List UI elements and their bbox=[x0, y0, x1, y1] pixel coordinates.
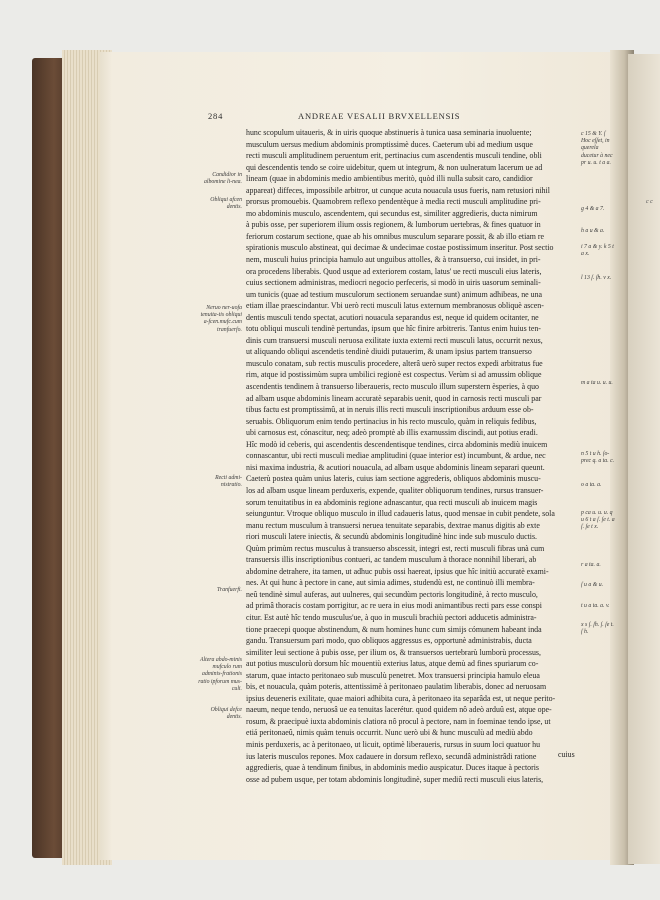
text-line: um tunicis (quae ad testium musculorum sectionem seruandae sunt) animum adhibeas, ne una bbox=[246, 289, 543, 299]
text-line: appareat) diffeces, impossibile arbitror, ut cunque acuta nouacula usus fueris, nam retusiori nihil bbox=[246, 185, 550, 195]
text-line: starum, quae intacto peritonaeo sub musculù penetret. Mox transuersi principia hamulo eleua bbox=[246, 670, 540, 680]
text-line: rosum, & praecipuè iuxta abdominis clatiora nô procul à pectore, nam in foeminae tendo ipse, ut bbox=[246, 716, 551, 726]
left-margin-note: Tranfuerfi. bbox=[217, 587, 242, 593]
right-margin-note: n 5 t u h. ſo-prec q. a ta. c. bbox=[581, 451, 615, 465]
text-line: seiunguntur. Vtroque obliquo musculo in illud cadaueris latus, quod mensae in cubit pendete, sola bbox=[246, 509, 555, 519]
page-number: 284 bbox=[208, 111, 224, 121]
text-line: ubi carnosus est, cónascitur, neq; adeò promptè ab illis exarnussim discindi, aut potius eradi. bbox=[246, 428, 538, 438]
text-line: transuersis illis inscriptionibus contueri, ac tandem musculum à thorace nonnihil liberari, ab bbox=[246, 555, 537, 565]
catchword: cuius bbox=[558, 750, 575, 759]
text-line: bis, et nouacula, quàm poteris, attentissimè à peritonaeo paulatim liberabis, donec ad neruosam bbox=[246, 682, 547, 692]
text-line: totu obliqui musculi tendinè pertundas, ipsum que hîc finire arbitreris. Tantus enim huius ten- bbox=[246, 324, 541, 334]
text-line: ius lateris musculos repones. Mox cadauere in dorsum reflexo, secundâ administrâdi ratione bbox=[246, 751, 537, 761]
left-margin-note: Recti admi-nistratio. bbox=[215, 475, 242, 489]
right-margin-note: p ca u. u. u. q u 6 t a ſ. ſe t. a ſ. ſe t x. bbox=[581, 510, 615, 531]
text-line: ora procedens liberabis. Quod usque ad exteriorem costam, latus' ue recti musculi eius lateris, bbox=[246, 266, 542, 276]
text-line: rim, atque id postissimùm supra umbilici regionè est cospectus. Verùm si ad amussim oblique bbox=[246, 370, 542, 380]
text-line: gandu. Transuersum pari modo, quo obliquos aggressus es, opportunè administrabis, ducta bbox=[246, 636, 532, 646]
text-line: etiam illae praescindantur. Vbi uerò recti musculi latus externum membranosus obliquè ascen- bbox=[246, 301, 544, 311]
text-line: tione praecepi quoque abstinendum, & num homines hunc cum simijs cómunem habeant inda bbox=[246, 624, 542, 634]
right-margin-note: x s ſ. ſh. ſ. ſe t. ſ h. bbox=[581, 622, 614, 636]
right-margin-note: i 7 a & y. k 5 t a x. bbox=[581, 244, 614, 258]
left-margin-note: Obliqui afcen dentis. bbox=[210, 197, 242, 211]
text-line: etiá peritonaeû, nimis quàm tenuis occurrit. Nunc uerò ubi & hunc musculù ad mediù abdo bbox=[246, 728, 533, 738]
main-text bbox=[246, 127, 574, 785]
text-line: ad albam usque abdominis lineam accuratè separabis uenit, quod in carnosis recti musculi par bbox=[246, 393, 542, 403]
text-line: spirationis musculo abstineat, qui decimae & undecimae costae postissimum inseritur. Post sectio bbox=[246, 243, 554, 253]
text-line: minis perduxeris, ac à peritonaeo, ut licuit, optimè liberaueris, rursus in suum loci quatuor hu bbox=[246, 739, 541, 749]
text-line: à pubis osse, per superiorem ilium ossis regionem, & lumborum uertebras, & fines quatuor in bbox=[246, 220, 541, 230]
text-line: los ad albam usque lineam perduxeris, expende, qualiter obliquorum tendines, rursus transuer- bbox=[246, 485, 544, 495]
text-line: dentis musculi tendo spectat, acutiori nouacula separandus est, neque id quidem ocitanter, ne bbox=[246, 312, 539, 322]
text-line: nem, musculi huius principia hamulo aut unguibus attolles, & à transuerso, cui insidet, in pri- bbox=[246, 255, 541, 265]
text-line: similiter leui sectione à pubis osse, per ilium os, & transuersos uertebrarù lumborù processus, bbox=[246, 647, 541, 657]
left-margin-note: Neruo ner-uofa tenuita-tis obliqui a-fcen.mufc.cum tranfuerfo. bbox=[200, 305, 242, 333]
text-line: abdomine detrahere, ita tamen, ut adhuc pubis ossi haereat, ipsius que hîc initiù accuratè exami- bbox=[246, 566, 549, 576]
text-line: Quùm primùm rectus musculus à transuerso abscessit, integri est, recti musculi fibras unà cum bbox=[246, 543, 545, 553]
right-margin-note: o a ta. a. bbox=[581, 482, 602, 488]
text-line: feriorum costarum sectione, quae ab his omnibus musculum separare possit, & ab illo etiam re bbox=[246, 231, 545, 241]
text-line: manu rectum musculum à transuersi neruea tenuitate separabis, dextrae manus digitis ab exte bbox=[246, 520, 540, 530]
text-line: ut aliquando obliqui ascendetis tendinè diuidi putauerim, & unam ipsius partem transuerso bbox=[246, 347, 532, 357]
text-line: tibus factu est promptissimû, at in neruis illis recti musculi inscriptionibus arduum esse ob- bbox=[246, 405, 534, 415]
left-margin-note: Obliqui defce dentis. bbox=[210, 707, 242, 721]
text-line: ipsius deueneris exilitate, quae maiori adhibita cura, à peritonaeo ita separâda est, ut neque perito- bbox=[246, 693, 556, 703]
text-line: seruabis. Obliquorum enim tendo pertinacius in his recto musculo, quàm in reliquis fedibus, bbox=[246, 416, 537, 426]
text-line: lineam (quae in abdominis medio ambientibus meritò, quòd illi nulla subsit caro, candidior bbox=[246, 174, 533, 184]
text-line: hunc scopulum uitaueris, & in uiris quoque abstinueris à tunica uasa seminaria inuoluente; bbox=[246, 128, 532, 137]
left-margin-note: Candidior in albomine li-nea. bbox=[204, 172, 242, 186]
text-line: sorum tenuitatibus in ea abdominis regione adnascantur, qua recti musculi ab inuicem magis bbox=[246, 497, 538, 507]
text-line: aut potius musculorù dorsum hîc mouentiù exterius latus, atque demù ad fines spuriarum co- bbox=[246, 659, 539, 669]
text-line: mo abdominis musculo, ascendentem, qui secundus est, similiter aggredieris, ducta nimirum bbox=[246, 208, 538, 218]
text-line: recti musculi amplitudinem peruentum erit, pertinacius cum ascendentis musculi tendine, obli bbox=[246, 151, 542, 161]
text-line: neû tendinè simul auferas, aut uulneres, qui secundùm pectoris longitudinè, à recto musculo, bbox=[246, 589, 538, 599]
text-line: musculo conatam, sub rectis musculis procedere, alterâ uerò super rectos expedi arbitratus fue bbox=[246, 358, 543, 368]
facing-page bbox=[628, 54, 660, 864]
text-line: nes. At qui hunc à pectore in cane, aut simia adimes, studendù est, ne continuò illi membra- bbox=[246, 578, 535, 588]
text-line: naeum, neque tendo, neruosâ ue ea tenuitas lacerétur. quod quidem nô adeò arduû est, atque ope- bbox=[246, 705, 552, 715]
text-line: osse ad pubem usque, per totam abdominis longitudinè, super mediû recti musculi eius lateris, bbox=[246, 774, 544, 784]
right-margin-note: l 13 ſ. ſh. v x. bbox=[581, 275, 612, 281]
text-line: connascantur, ubi recti musculi mediae amplitudini (quae interior est) incumbunt, & ardue, nec bbox=[246, 451, 546, 461]
text-line: ascendentis tendinem à transuerso liberaueris, recto musculo illum superstern èsperies, à quo bbox=[246, 382, 539, 392]
text-line: citur. Est autè hîc tendo musculus'ue, à quo in musculi brachiù pectori adducetis administra- bbox=[246, 612, 537, 622]
left-margin-note: Altera abdo-minis mufculo rum adminis-frationis ratio ipforum mus-culi. bbox=[198, 657, 242, 692]
text-line: cuius sectionem administras, mediocri negocio perfeceris, si modò in uiris uasorum seminali- bbox=[246, 278, 541, 288]
right-margin-note: t u a ta. a. v. bbox=[581, 603, 610, 609]
text-line: prorsus promouebis. Quamobrem reflexo pendentèque à media recti musculi amplitudine pri- bbox=[246, 197, 541, 207]
text-line: riori musculi latere iniectis, & secundù abdominis longitudinè hinc inde sub musculo ductis. bbox=[246, 532, 538, 542]
text-line: aggredieris, quae à tendinum finibus, in abdominis medio auspicatur. Duces itaque à pectoris bbox=[246, 763, 539, 773]
text-line: Caeterù postea quàm unius lateris, cuius iam sectione aggrederis, obliquos abdominis muscu- bbox=[246, 474, 541, 484]
right-margin-note: c 15 & Y. ſ Hoc eſſet, in querela ducetur à nec pr u. u. t a a. bbox=[581, 131, 613, 166]
text-line: Hîc modò id ceberis, qui ascendentis descendentisque tendines, circa abdominis mediù inuicem bbox=[246, 439, 548, 449]
right-margin-note: m a ta u. u. u. bbox=[581, 380, 613, 386]
text-line: ad primâ thoracis costam porrigitur, ac re uera in eius modi animantibus recti pars esse conspi bbox=[246, 601, 542, 611]
facing-page-note: c c bbox=[646, 199, 653, 205]
text-line: musculum uersus medium abdominis promptissimè duces. Caeterum ubi ad medium usque bbox=[246, 139, 533, 149]
page-header bbox=[208, 111, 603, 123]
right-margin-note: r a ta. a. bbox=[581, 562, 601, 568]
right-margin-note: h a u & a. bbox=[581, 228, 605, 234]
text-line: dinis cum transuersi musculi neruosa exilitate iuxta externi recti musculi latus, occurrit nexus, bbox=[246, 335, 543, 345]
text-line: nisi maxima industria, & acutiori nouacula, ad albam usque abdominis lineam separari queunt. bbox=[246, 462, 545, 472]
running-title: ANDREAE VESALII BRVXELLENSIS bbox=[298, 111, 461, 121]
text-line: qui descendentis tendo se coire uidebitur, quem ut integrum, & non uulneratum lacerum ue ad bbox=[246, 162, 543, 172]
right-margin-note: g 4 & a 7. bbox=[581, 206, 605, 212]
right-margin-note: ſ u a & u. bbox=[581, 582, 604, 588]
